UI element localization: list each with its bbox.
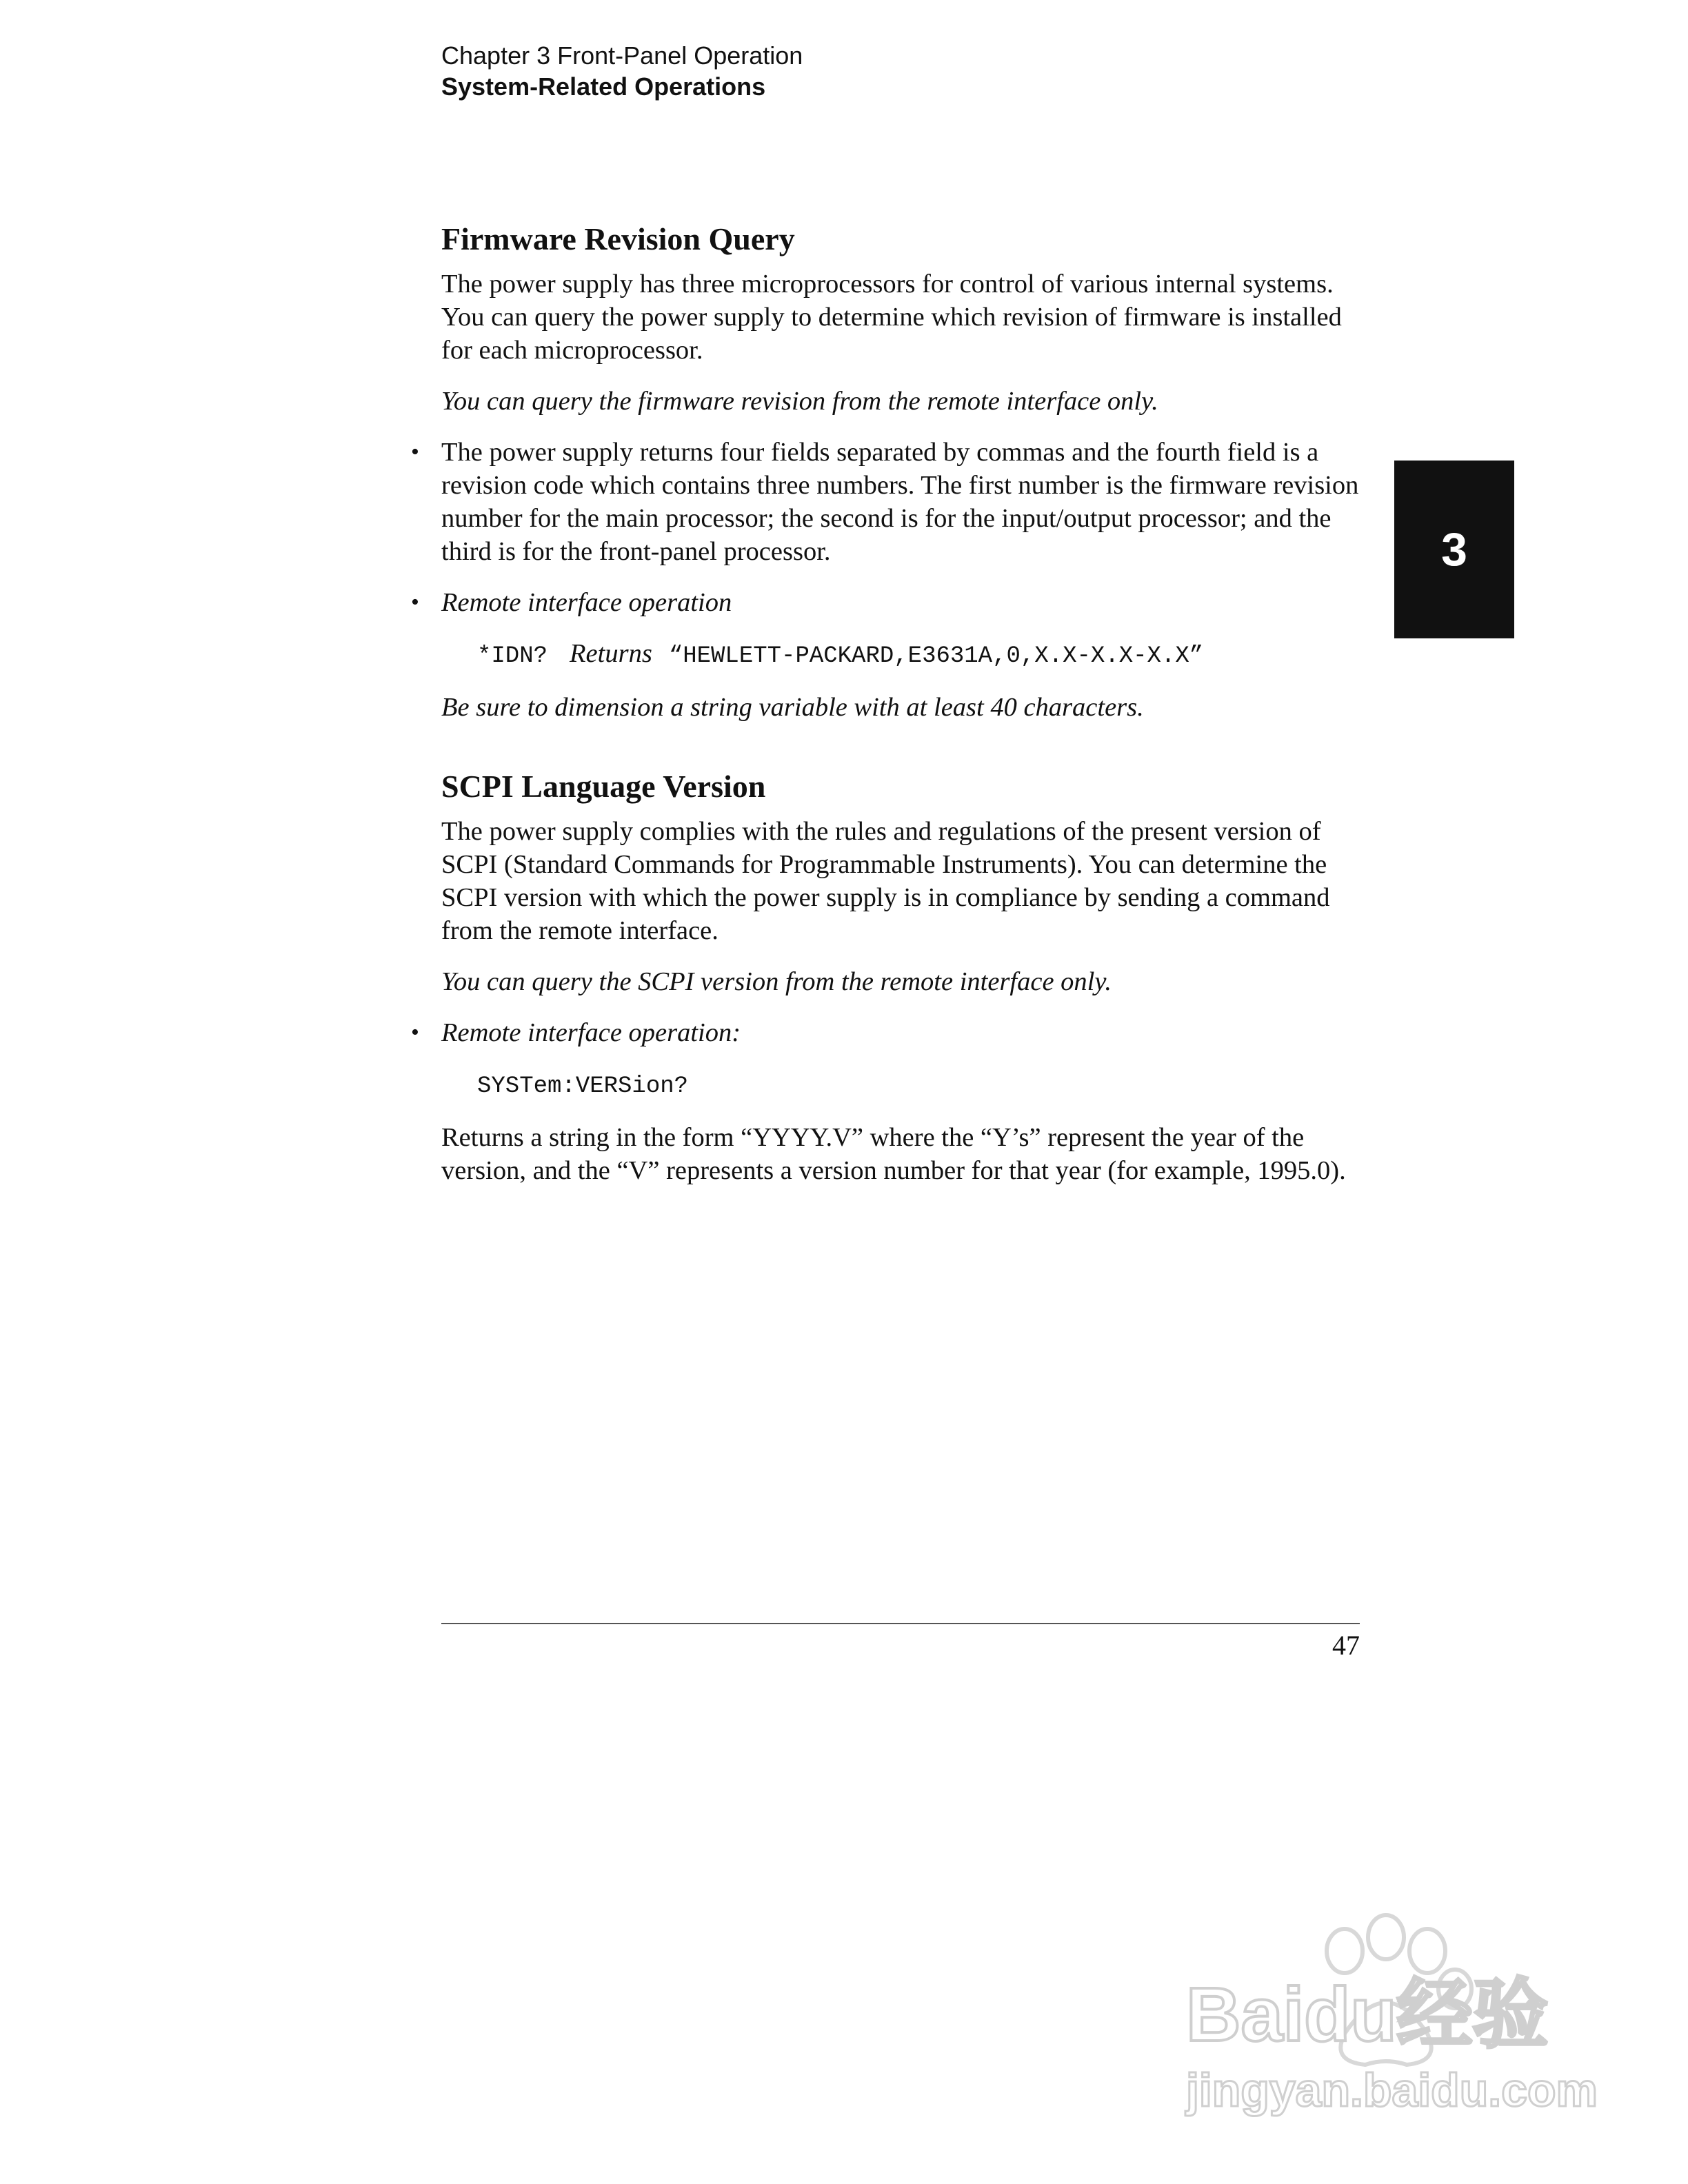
idn-return-value: “HEWLETT-PACKARD,E3631A,0,X.X-X.X-X.X” (668, 643, 1204, 669)
system-version-command: SYSTem:VERSion? (477, 1073, 689, 1100)
scpi-bullet-list (411, 1016, 1365, 1049)
scpi-heading: SCPI Language Version (441, 769, 766, 804)
firmware-intro: The power supply has three microprocessors for control of various internal systems. You can query the power supply to determine which revision of firmware is installed for each microprocessor. (441, 270, 1342, 365)
section-title: System-Related Operations (441, 72, 766, 101)
watermark-url: jingyan.baidu.com (1186, 2064, 1598, 2116)
firmware-fields-text: The power supply returns four fields separated by commas and the fourth field is a revision code which contains three numbers. The first number is the firmware revision number for the main processor; the second is for the input/output processor; and the third is for the front-panel processor. (441, 438, 1359, 566)
chapter-tab (1394, 461, 1514, 638)
scpi-remote-only-note: You can query the SCPI version from the remote interface only. (441, 967, 1112, 996)
scpi-command-line (477, 1067, 1365, 1103)
bullet-icon: • (411, 1020, 419, 1045)
baidu-watermark (1172, 1903, 1600, 2130)
idn-command: *IDN? (477, 643, 548, 669)
list-item (411, 1016, 1365, 1049)
scpi-returns-text: Returns a string in the form “YYYY.V” where the “Y’s” represent the year of the version, and the “V” represents a version number for that year (for example, 1995.0). (441, 1123, 1346, 1185)
scpi-remote-operation-label: Remote interface operation: (441, 1018, 741, 1047)
firmware-bullet-list (411, 436, 1365, 619)
scpi-intro: The power supply complies with the rules and regulations of the present version of SCPI (Standard Commands for Programmable Instruments). You can determine the SCPI version with which the power supply is in compliance by sending a command from the remote interface. (441, 817, 1330, 945)
firmware-heading: Firmware Revision Query (441, 221, 795, 256)
running-header (441, 40, 803, 102)
firmware-remote-only-note: You can query the firmware revision from the remote interface only. (441, 387, 1158, 416)
bullet-icon: • (411, 589, 419, 615)
list-item (411, 436, 1365, 568)
watermark-brand: Baidu经验 (1186, 1972, 1549, 2057)
chapter-title: Chapter 3 Front-Panel Operation (441, 41, 803, 70)
page-number: 47 (1332, 1630, 1360, 1661)
firmware-command-line (477, 637, 1365, 673)
chapter-tab-number: 3 (1441, 523, 1467, 576)
bullet-icon: • (411, 439, 419, 465)
list-item (411, 586, 1365, 619)
footer-divider (441, 1623, 1360, 1624)
section-spacer (441, 742, 1365, 767)
returns-label: Returns (570, 639, 652, 668)
firmware-remote-operation-label: Remote interface operation (441, 588, 732, 617)
main-content (411, 219, 1365, 1205)
dimension-note: Be sure to dimension a string variable with at least 40 characters. (441, 693, 1144, 722)
